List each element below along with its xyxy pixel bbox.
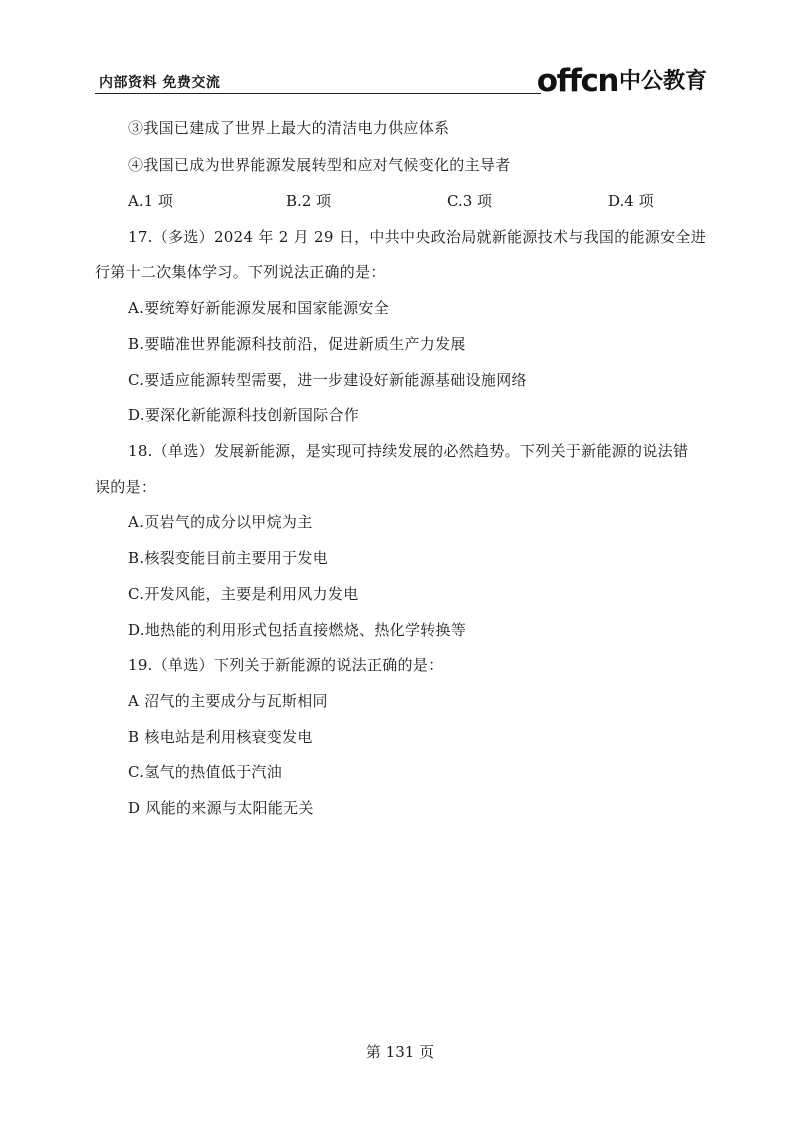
q16-option-c: C.3 项: [447, 192, 493, 210]
logo-chinese-text: 中公教育: [618, 69, 707, 94]
page-number: 第 131 页: [365, 1043, 435, 1061]
q17-stem-line1: 17.（多选）2024 年 2 月 29 日，中共中央政治局就新能源技术与我国的能源安全进: [128, 228, 707, 246]
q19-option-a: A 沼气的主要成分与瓦斯相同: [128, 692, 328, 710]
q17-option-a: A.要统筹好新能源发展和国家能源安全: [128, 299, 390, 317]
q19-option-d: D 风能的来源与太阳能无关: [128, 799, 314, 817]
q18-option-a: A.页岩气的成分以甲烷为主: [128, 513, 313, 531]
page-header: [95, 62, 707, 99]
logo-latin-text: offcn: [536, 63, 618, 99]
q16-option-d: D.4 项: [608, 192, 654, 210]
statement-3: ③我国已建成了世界上最大的清洁电力供应体系: [128, 119, 450, 137]
q17-option-d: D.要深化新能源科技创新国际合作: [128, 406, 360, 424]
offcn-logo: [536, 62, 707, 99]
q16-option-b: B.2 项: [286, 192, 332, 210]
q17-option-c: C.要适应能源转型需要，进一步建设好新能源基础设施网络: [128, 371, 527, 389]
q18-option-d: D.地热能的利用形式包括直接燃烧、热化学转换等: [128, 621, 467, 639]
q19-stem: 19.（单选）下列关于新能源的说法正确的是：: [128, 656, 444, 674]
header-label: 内部资料 免费交流: [99, 75, 221, 91]
q18-stem-line2: 误的是：: [95, 478, 157, 496]
q17-stem-line2: 行第十二次集体学习。下列说法正确的是：: [95, 263, 386, 281]
statement-4: ④我国已成为世界能源发展转型和应对气候变化的主导者: [128, 156, 511, 174]
q19-option-c: C.氢气的热值低于汽油: [128, 763, 283, 781]
q18-stem-line1: 18.（单选）发展新能源，是实现可持续发展的必然趋势。下列关于新能源的说法错: [128, 442, 689, 460]
q16-option-a: A.1 项: [128, 192, 173, 210]
header-rule: [95, 93, 541, 94]
q18-option-b: B.核裂变能目前主要用于发电: [128, 549, 328, 567]
q18-option-c: C.开发风能，主要是利用风力发电: [128, 585, 359, 603]
q17-option-b: B.要瞄准世界能源科技前沿，促进新质生产力发展: [128, 335, 466, 353]
q19-option-b: B 核电站是利用核衰变发电: [128, 728, 313, 746]
